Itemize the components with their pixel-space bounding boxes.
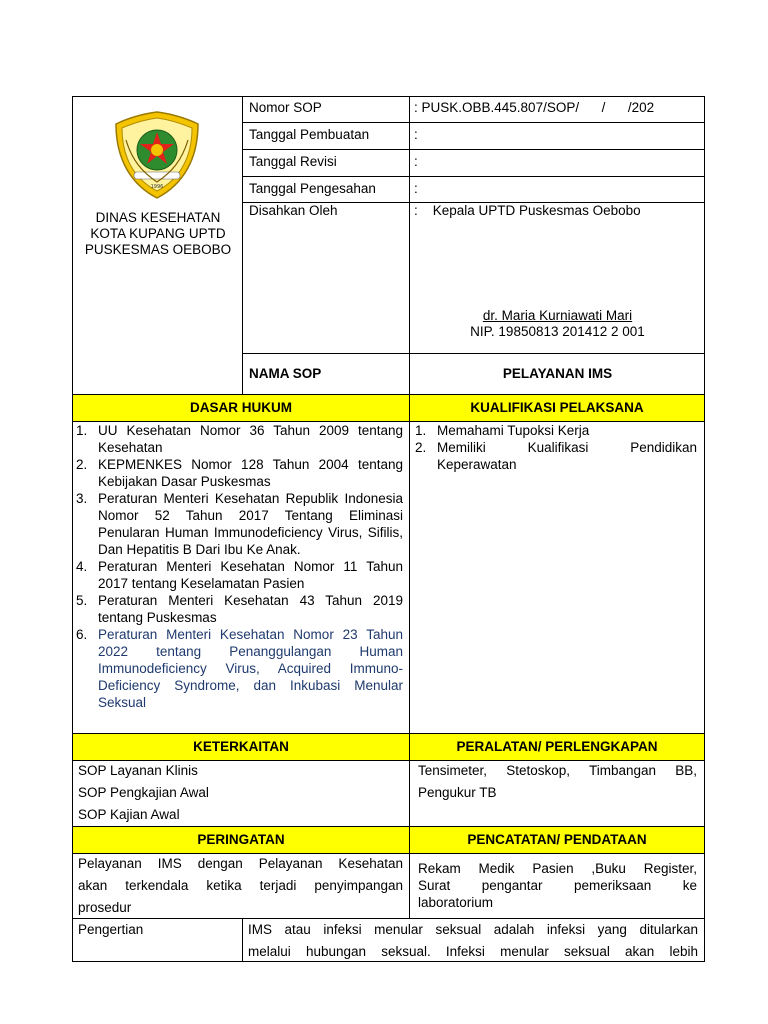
pencatatan-header: PENCATATAN/ PENDATAAN [410,827,704,853]
pengertian-line: IMS atau infeksi menular seksual adalah infeksi yang ditularkan [248,922,698,937]
pengertian-label: Pengertian [78,922,144,937]
peringatan-line: prosedur [78,900,132,915]
field-value-disahkan-oleh: : Kepala UPTD Puskesmas Oebobo [414,203,641,218]
org-name: DINAS KESEHATAN KOTA KUPANG UPTD PUSKESMAS OEBOBO [84,210,232,257]
list-item: 1. UU Kesehatan Nomor 36 Tahun 2009 tentang Kesehatan [76,423,403,455]
list-item: 2. Memiliki Kualifikasi Pendidikan Keperawatan [415,440,697,472]
pencatatan-line: Rekam Medik Pasien ,Buku Register, [418,861,697,876]
dasar-hukum-header: DASAR HUKUM [73,395,409,421]
list-item: 3. Peraturan Menteri Kesehatan Republik Indonesia Nomor 52 Tahun 2017 Tentang Eliminasi Penularan Human Immunodeficiency Virus, Sifilis, Dan Hepatitis B Dari Ibu Ke Anak. [76,491,403,557]
pencatatan-line: laboratorium [418,895,494,910]
peringatan-header: PERINGATAN [73,827,409,853]
dasar-hukum-list [76,422,403,711]
nama-sop-label: NAMA SOP [249,366,322,381]
field-label-tanggal-pengesahan: Tanggal Pengesahan [249,181,376,196]
puskesmas-logo [112,110,202,200]
kualifikasi-header: KUALIFIKASI PELAKSANA [410,395,704,421]
nama-sop-value: PELAYANAN IMS [502,366,613,381]
list-item: 4. Peraturan Menteri Kesehatan Nomor 11 Tahun 2017 tentang Keselamatan Pasien [76,559,403,591]
keterkaitan-item: SOP Kajian Awal [78,807,180,822]
field-label-tanggal-revisi: Tanggal Revisi [249,154,337,169]
field-value-tanggal-pengesahan: : [414,181,418,196]
field-label-tanggal-pembuatan: Tanggal Pembuatan [249,127,370,142]
sop-document-table [72,96,705,962]
peralatan-line: Pengukur TB [418,785,497,800]
field-value-tanggal-pembuatan: : [414,127,418,142]
list-item: 1. Memahami Tupoksi Kerja [415,423,590,438]
signer-nip: NIP. 19850813 201412 2 001 [470,324,645,339]
peringatan-line: Pelayanan IMS dengan Pelayanan Kesehatan [78,856,403,871]
field-value-tanggal-revisi: : [414,154,418,169]
field-label-nomor-sop: Nomor SOP [249,100,322,115]
list-item: 5. Peraturan Menteri Kesehatan 43 Tahun 2019 tentang Puskesmas [76,593,403,625]
pencatatan-line: Surat pengantar pemeriksaan ke [418,878,697,893]
list-item: 6. Peraturan Menteri Kesehatan Nomor 23 Tahun 2022 tentang Penanggulangan Human Immunodeficiency Virus, Acquired Immuno-Deficiency Syndrome, dan Inkubasi Menular Seksual [76,627,403,710]
keterkaitan-item: SOP Layanan Klinis [78,763,198,778]
keterkaitan-item: SOP Pengkajian Awal [78,785,209,800]
pengertian-line: melalui hubungan seksual. Infeksi menular seksual akan lebih [248,944,698,959]
svg-text:1996: 1996 [150,184,164,190]
peralatan-header: PERALATAN/ PERLENGKAPAN [410,734,704,760]
signer-name: dr. Maria Kurniawati Mari [482,308,633,323]
field-label-disahkan-oleh: Disahkan Oleh [249,203,338,218]
peringatan-line: akan terkendala ketika terjadi penyimpangan [78,878,403,893]
list-item: 2. KEPMENKES Nomor 128 Tahun 2004 tentang Kebijakan Dasar Puskesmas [76,457,403,489]
keterkaitan-header: KETERKAITAN [73,734,409,760]
kualifikasi-list [415,422,697,473]
peralatan-line: Tensimeter, Stetoskop, Timbangan BB, [418,763,697,778]
field-value-nomor-sop: : PUSK.OBB.445.807/SOP/ / /202 [414,100,655,115]
